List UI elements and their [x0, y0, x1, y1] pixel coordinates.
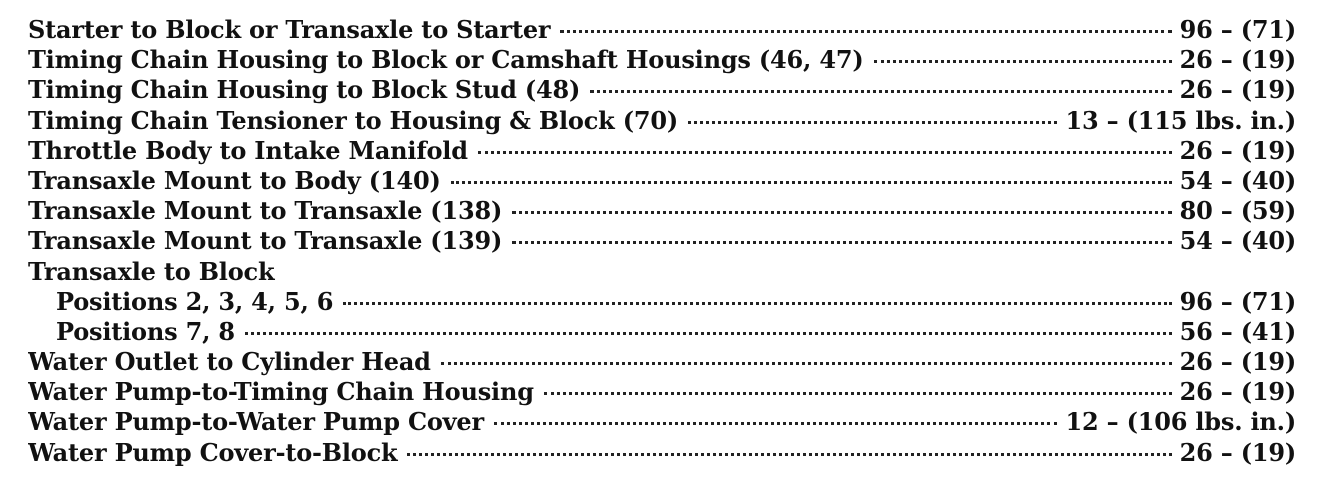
spec-label: Water Pump-to-Water Pump Cover — [28, 407, 484, 437]
dot-leader — [343, 302, 1171, 305]
spec-value: 13 – (115 lbs. in.) — [1065, 105, 1296, 135]
spec-label: Positions 2, 3, 4, 5, 6 — [56, 286, 334, 316]
spec-label: Water Pump-to-Timing Chain Housing — [28, 377, 534, 407]
dot-leader — [560, 30, 1171, 33]
spec-row-timing-chain-housing-camshaft — [28, 45, 1296, 75]
spec-label: Transaxle to Block — [28, 256, 275, 286]
spec-value: 26 – (19) — [1179, 437, 1296, 467]
spec-row-water-pump-cover-block — [28, 438, 1296, 468]
dot-leader — [544, 392, 1172, 395]
dot-leader — [590, 90, 1171, 93]
spec-row-positions-2-6 — [28, 287, 1296, 317]
spec-row-water-outlet — [28, 347, 1296, 377]
spec-row-transaxle-mount-139 — [28, 226, 1296, 256]
spec-value: 56 – (41) — [1179, 316, 1296, 346]
dot-leader — [407, 453, 1171, 456]
spec-row-water-pump-timing-chain — [28, 377, 1296, 407]
torque-spec-list — [28, 15, 1296, 468]
dot-leader — [494, 422, 1058, 425]
spec-label: Starter to Block or Transaxle to Starter — [28, 15, 551, 44]
spec-label: Water Pump Cover-to-Block — [28, 437, 398, 467]
spec-label: Transaxle Mount to Transaxle (139) — [28, 226, 503, 256]
spec-value: 26 – (19) — [1179, 75, 1296, 105]
spec-label: Timing Chain Housing to Block Stud (48) — [28, 75, 581, 105]
spec-row-timing-chain-housing-stud — [28, 75, 1296, 105]
dot-leader — [478, 151, 1172, 154]
dot-leader — [451, 181, 1172, 184]
dot-leader — [441, 362, 1172, 365]
spec-label: Throttle Body to Intake Manifold — [28, 135, 468, 165]
spec-value: 26 – (19) — [1179, 377, 1296, 407]
spec-row-throttle-body — [28, 136, 1296, 166]
spec-value: 12 – (106 lbs. in.) — [1065, 407, 1296, 437]
spec-row-transaxle-mount-body — [28, 166, 1296, 196]
spec-row-timing-chain-tensioner — [28, 106, 1296, 136]
spec-value: 80 – (59) — [1179, 196, 1296, 226]
spec-label: Transaxle Mount to Body (140) — [28, 165, 441, 195]
dot-leader — [874, 60, 1172, 63]
spec-value: 96 – (71) — [1179, 286, 1296, 316]
spec-row-transaxle-to-block-heading — [28, 257, 1296, 287]
spec-value: 26 – (19) — [1179, 135, 1296, 165]
spec-label: Positions 7, 8 — [56, 316, 235, 346]
spec-label: Transaxle Mount to Transaxle (138) — [28, 196, 503, 226]
spec-label: Timing Chain Housing to Block or Camshaft Housings (46, 47) — [28, 45, 864, 75]
spec-value: 26 – (19) — [1179, 45, 1296, 75]
spec-label: Timing Chain Tensioner to Housing & Block (70) — [28, 105, 679, 135]
spec-label: Water Outlet to Cylinder Head — [28, 347, 431, 377]
spec-row-positions-7-8 — [28, 317, 1296, 347]
spec-value: 26 – (19) — [1179, 347, 1296, 377]
dot-leader — [688, 121, 1057, 124]
spec-value: 54 – (40) — [1179, 165, 1296, 195]
spec-value: 96 – (71) — [1179, 15, 1296, 44]
dot-leader — [512, 211, 1171, 214]
spec-row-water-pump-cover — [28, 407, 1296, 437]
dot-leader — [245, 332, 1172, 335]
spec-row-transaxle-mount-138 — [28, 196, 1296, 226]
spec-row-starter — [28, 15, 1296, 45]
spec-value: 54 – (40) — [1179, 226, 1296, 256]
dot-leader — [512, 241, 1171, 244]
